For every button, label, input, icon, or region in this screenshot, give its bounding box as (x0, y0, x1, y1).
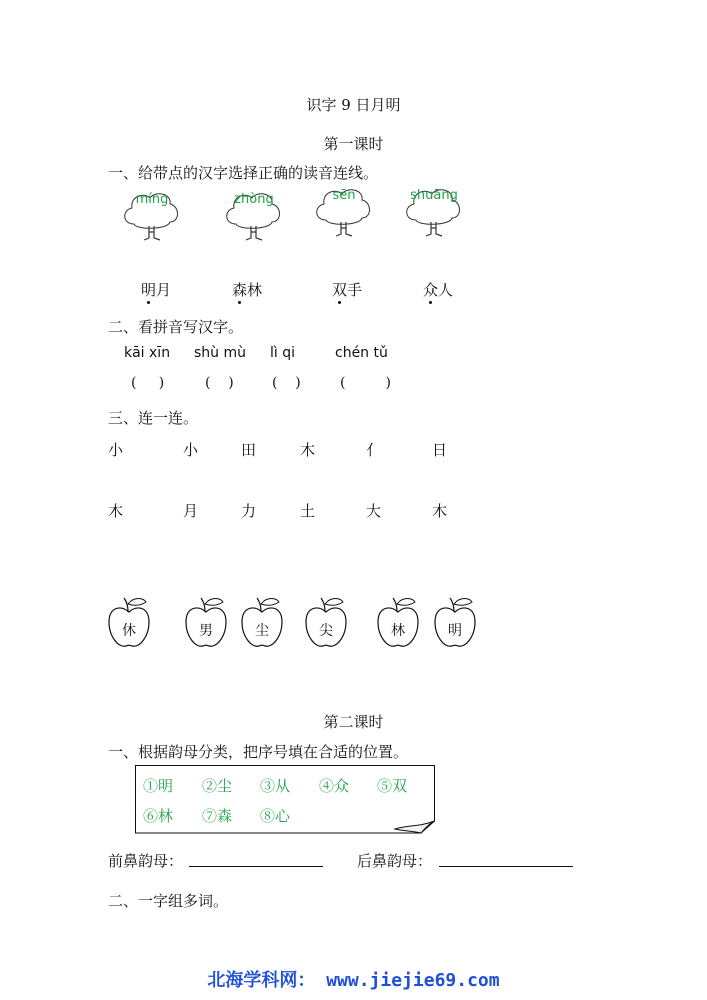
footer-watermark: 北海学科网： www.jiejie69.com (207, 970, 500, 991)
word-zhongren (423, 279, 453, 300)
pinyin-chentu: chén tǔ (335, 345, 388, 361)
pinyin-kaixin: kāi xīn (124, 345, 171, 361)
radical-bottom: 力 (241, 502, 257, 520)
dotted-char: 明 (141, 281, 157, 299)
front-nasal-label: 前鼻韵母： (108, 852, 184, 870)
front-nasal-blank[interactable] (189, 866, 323, 867)
radical-bottom: 木 (108, 502, 124, 520)
page-title: 识字 9 日月明 (306, 96, 401, 114)
apple-char: 明 (448, 623, 462, 639)
word-rest: 人 (438, 281, 454, 299)
l2-q1-prompt: 一、根据韵母分类，把序号填在合适的位置。 (108, 743, 409, 761)
radical-bottom: 月 (183, 502, 199, 520)
option-item: ①明 (143, 777, 174, 795)
dotted-char: 双 (332, 281, 348, 299)
back-nasal-label: 后鼻韵母： (357, 852, 433, 870)
apple-icon (106, 594, 152, 650)
option-item: ⑤双 (377, 777, 408, 795)
tree-icon (222, 188, 286, 248)
radical-top: 小 (108, 441, 124, 459)
radical-top: 亻 (366, 441, 382, 459)
tree-pinyin: sēn (332, 188, 356, 203)
radical-bottom: 大 (366, 502, 382, 520)
word-rest: 林 (247, 281, 263, 299)
answer-blank: ( ) (205, 375, 234, 391)
q1-prompt: 一、给带点的汉字选择正确的读音连线。 (108, 164, 379, 182)
radical-bottom: 土 (300, 502, 316, 520)
pinyin-shumu: shù mù (194, 345, 247, 361)
options-box (135, 765, 435, 837)
radical-top: 木 (300, 441, 316, 459)
option-item: ⑧心 (260, 807, 291, 825)
word-rest: 手 (347, 281, 363, 299)
answer-blank: ( ) (131, 375, 165, 391)
radical-bottom: 木 (432, 502, 448, 520)
dotted-char: 众 (423, 281, 439, 299)
tree-pinyin: míng (135, 192, 169, 207)
option-item: ②尘 (202, 777, 233, 795)
radical-top: 日 (432, 441, 448, 459)
tree-pinyin: shuāng (410, 188, 458, 203)
back-nasal-blank[interactable] (439, 866, 573, 867)
q2-prompt: 二、看拼音写汉字。 (108, 318, 244, 336)
q3-prompt: 三、连一连。 (108, 409, 199, 427)
apple-icon (239, 594, 285, 650)
apple-char: 男 (199, 623, 213, 639)
option-item: ⑦森 (202, 807, 233, 825)
apple-char: 尖 (319, 623, 333, 639)
apple-icon (183, 594, 229, 650)
word-rest: 月 (156, 281, 172, 299)
lesson-1-title: 第一课时 (323, 135, 384, 153)
pinyin-liqi: lì qi (270, 345, 296, 361)
word-senlin (232, 279, 262, 300)
tree-icon (312, 184, 376, 244)
dotted-char: 森 (232, 281, 248, 299)
apple-char: 尘 (255, 623, 269, 639)
apple-icon (432, 594, 478, 650)
apple-char: 林 (391, 623, 405, 639)
word-shuangshou (332, 279, 362, 300)
answer-blank: ( ) (340, 375, 391, 391)
apple-icon (303, 594, 349, 650)
radical-top: 田 (241, 441, 257, 459)
tree-pinyin: zhòng (234, 192, 274, 207)
option-item: ④众 (319, 777, 350, 795)
radical-top: 小 (183, 441, 199, 459)
lesson-2-title: 第二课时 (323, 713, 384, 731)
answer-blank: ( ) (272, 375, 301, 391)
apple-icon (375, 594, 421, 650)
tree-icon (120, 188, 184, 248)
apple-char: 休 (122, 623, 136, 639)
option-item: ⑥林 (143, 807, 174, 825)
l2-q2-prompt: 二、一字组多词。 (108, 892, 229, 910)
tree-icon (402, 184, 466, 244)
word-mingyue (141, 279, 171, 300)
option-item: ③从 (260, 777, 291, 795)
